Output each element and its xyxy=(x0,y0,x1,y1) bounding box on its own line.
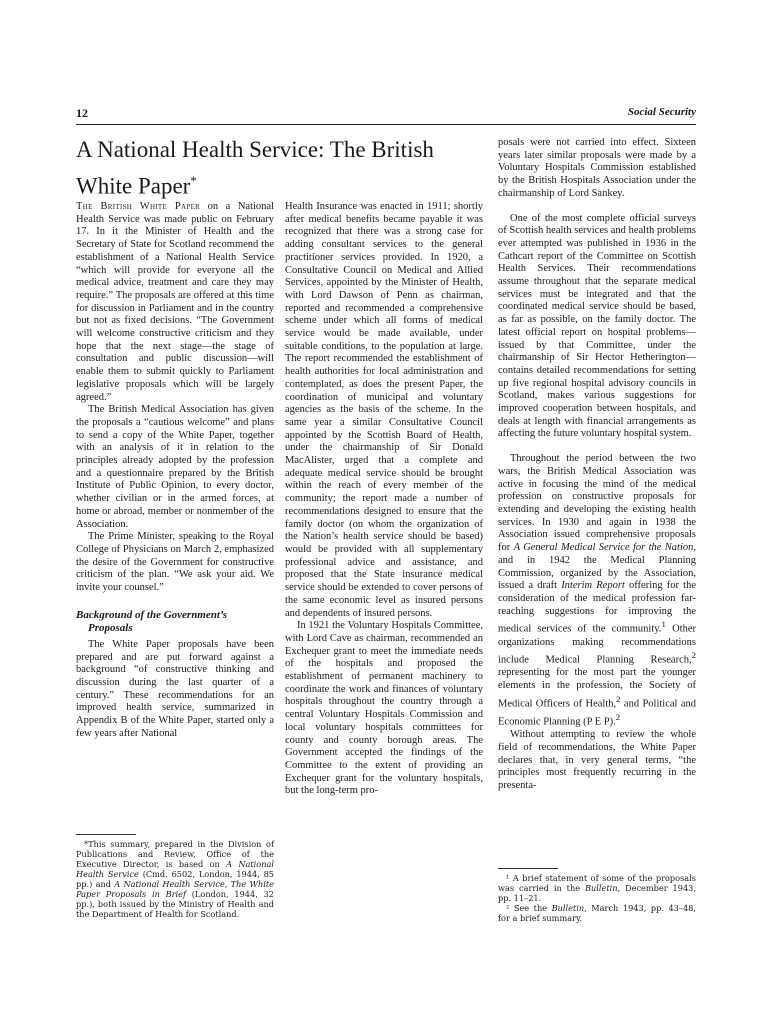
paragraph: In 1921 the Voluntary Hospitals Committee, with Lord Cave as chairman, recommended an Exchequer grant to meet the immediate needs of the hospitals and proposed the establishment of permanent machinery to coordinate the work and finances of voluntary hospitals throughout the country through a central Voluntary Hospitals Commission and local voluntary hospitals committees for county and county borough areas. The Government accepted the findings of the Committee to the extent of providing an Exchequer grant for the voluntary hospitals, but the long-term pro- xyxy=(285,620,483,797)
paragraph: One of the most complete official surveys of Scottish health services and health problems ever attempted was published in 1936 in the Cathcart report of the Committee on Scottish Health Services. Their recommendations assume throughout that the separate medical services must be integrated and that the coordinated medical service should be based, as far as possible, on the family doctor. The latest official report on hospital problems—issued by that Committee, under the chairmanship of Sir Hector Hetherington—contains detailed recommendations for setting up five regional hospital advisory councils in Scotland, makes various suggestions for improved cooperation between hospitals, and deals at length with financial arrangements as affecting the future voluntary hospital system. xyxy=(498,212,696,440)
footnote-part: , December 1943, pp. 11–21. xyxy=(498,883,696,903)
paragraph: posals were not carried into effect. Sixteen years later similar proposals were made by a Voluntary Hospitals Commission established by the British Hospitals Association under the chairmanship of Lord Sankey. xyxy=(498,137,696,199)
footnote-italic: A National Health Service, The White Paper Proposals in Brief xyxy=(76,879,274,899)
footnote-summary xyxy=(76,839,274,919)
footnote-part: (London, 1944, 32 pp.), both issued by the Ministry of Health and the Department of Health for Scotland. xyxy=(76,889,274,919)
paragraph: The Prime Minister, speaking to the Royal College of Physicians on March 2, emphasized the desire of the Government for constructive criticism of the plan. “We ask your aid. We invite your counsel.” xyxy=(76,531,274,594)
footnote-rule xyxy=(498,868,558,869)
footnote-2 xyxy=(498,903,696,923)
column-1 xyxy=(76,201,274,740)
italic-title: Interim Report xyxy=(561,580,625,592)
footnote-ref: 2 xyxy=(615,712,621,723)
section-heading xyxy=(76,609,274,635)
title-footnote-mark: * xyxy=(190,173,197,188)
footnote-text xyxy=(76,839,274,919)
footnote-part: *This summary, prepared in the Division of Publications and Review, Office of the Executive Director, is based on xyxy=(76,839,274,869)
paragraph: The British Medical Association has given the proposals a “cautious welcome” and plans to send a copy of the White Paper, together with an analysis of it in relation to the principles already adopted by the profession and a questionnaire prepared by the British Institute of Public Opinion, to every doctor, whether civilian or in the armed forces, at home or abroad, member or nonmember of the Association. xyxy=(76,404,274,530)
paragraph-part: Throughout the period between the two wars, the British Medical Association was active in focusing the mind of the medical profession on constructive proposals for extending and developing the existing health services. In 1930 and again in 1938 the Association issued comprehensive proposals for xyxy=(498,453,696,554)
paragraph-part: Other organizations making recommendations include Medical Planning Research, xyxy=(498,623,696,666)
footnotes-column-3 xyxy=(498,860,696,923)
footnote-italic: Bulletin xyxy=(584,883,618,893)
footnotes-column-1 xyxy=(76,826,274,919)
paragraph xyxy=(76,201,274,404)
column-3 xyxy=(498,137,696,793)
footnote-part: , March 1943, pp. 43–48, for a brief summary. xyxy=(498,903,696,923)
paragraph: Without attempting to review the whole field of recommendations, the White Paper declares that, in very general terms, “the principles most frequently recurring in the presenta- xyxy=(498,729,696,792)
section-heading-line: Proposals xyxy=(88,621,133,634)
section-heading-line: Background of the Government’s xyxy=(76,608,228,621)
paragraph-part: and Political and Economic Planning (P E P). xyxy=(498,698,696,728)
paragraph: Health Insurance was enacted in 1911; shortly after medical benefits became payable it was recognized that there was a strong case for adding consultant services to the general practitioner services provided. In 1920, a Consultative Council on Medical and Allied Services, appointed by the Minister of Health, with Lord Dawson of Penn as chairman, reported and recommended a comprehensive scheme under which all forms of medical service would be made available, under suitable conditions, to the population at large. The report recommended the establishment of health authorities for local administration and contemplated, as does the present Paper, the coordination of municipal and voluntary agencies as the basis of the scheme. In the same year a similar Consultative Council appointed by the Scottish Board of Health, under the chairmanship of Sir Donald MacAlister, urged that a complete and adequate medical service should be brought within the reach of every member of the community; the report made a number of recommendations designed to ensure that the family doctor (on whom the organization of the Nation’s health service should be based) would be provided with all supplementary professional advice and assistance, and proposed that the State insurance medical service should be extended to cover persons of the same economic level as insured persons and dependents of insured persons. xyxy=(285,201,483,619)
footnotes xyxy=(498,873,696,923)
footnote-italic: Bulletin xyxy=(551,903,585,913)
footnote-ref: 1 xyxy=(661,619,666,630)
paragraph-part: representing for the most part the younger elements in the profession, the Society of Medical Officers of Health, xyxy=(498,667,696,710)
footnote-italic: A National Health Service xyxy=(76,859,274,879)
footnote-rule xyxy=(76,834,136,835)
footnote-part: (Cmd. 6502, London, 1944, 85 pp.) and xyxy=(76,869,274,889)
footnote-1 xyxy=(498,873,696,903)
footnote-part: ¹ A brief statement of some of the proposals was carried in the xyxy=(498,873,696,893)
footnote-part: ² See the xyxy=(506,903,552,913)
page-header xyxy=(76,106,696,125)
paragraph-text: on a National Health Service was made public on February 17. In it the Minister of Health and the Secretary of State for Scotland recommend the establishment of a National Health Service “which will provide for everyone all the medical advice, treatment and care they may require.” The proposals are offered at this time for discussion in Parliament and in the country but not as fixed decisions. “The Government will welcome constructive criticism and they hope that the next stage—the stage of consultation and public discussion—will enable them to submit quickly to Parliament legislative proposals which will be largely agreed.” xyxy=(76,201,274,403)
article-title-text: A National Health Service: The British White Paper xyxy=(76,137,434,199)
article-title xyxy=(76,134,486,202)
italic-title: A General Medical Service for the Nation xyxy=(513,542,694,554)
paragraph-part: , and in 1942 the Medical Planning Commission, organized by the Association, issued a draft xyxy=(498,542,696,592)
lead-small-caps: The British White Paper xyxy=(76,201,201,212)
page-number: 12 xyxy=(76,106,88,120)
paragraph xyxy=(498,453,696,729)
paragraph: The White Paper proposals have been prepared and are put forward against a background “of constructive thinking and discussion during the last quarter of a century.” These recommendations for an improved health service, summarized in Appendix B of the White Paper, started only a few years after National xyxy=(76,638,274,739)
footnote-ref: 2 xyxy=(691,650,696,661)
column-2 xyxy=(285,201,483,798)
paragraph-part: offering for the consideration of the medical profession far-reaching suggestions for improving the medical services of the community. xyxy=(498,580,696,635)
running-head: Social Security xyxy=(627,106,696,118)
footnote-ref: 2 xyxy=(616,693,621,704)
